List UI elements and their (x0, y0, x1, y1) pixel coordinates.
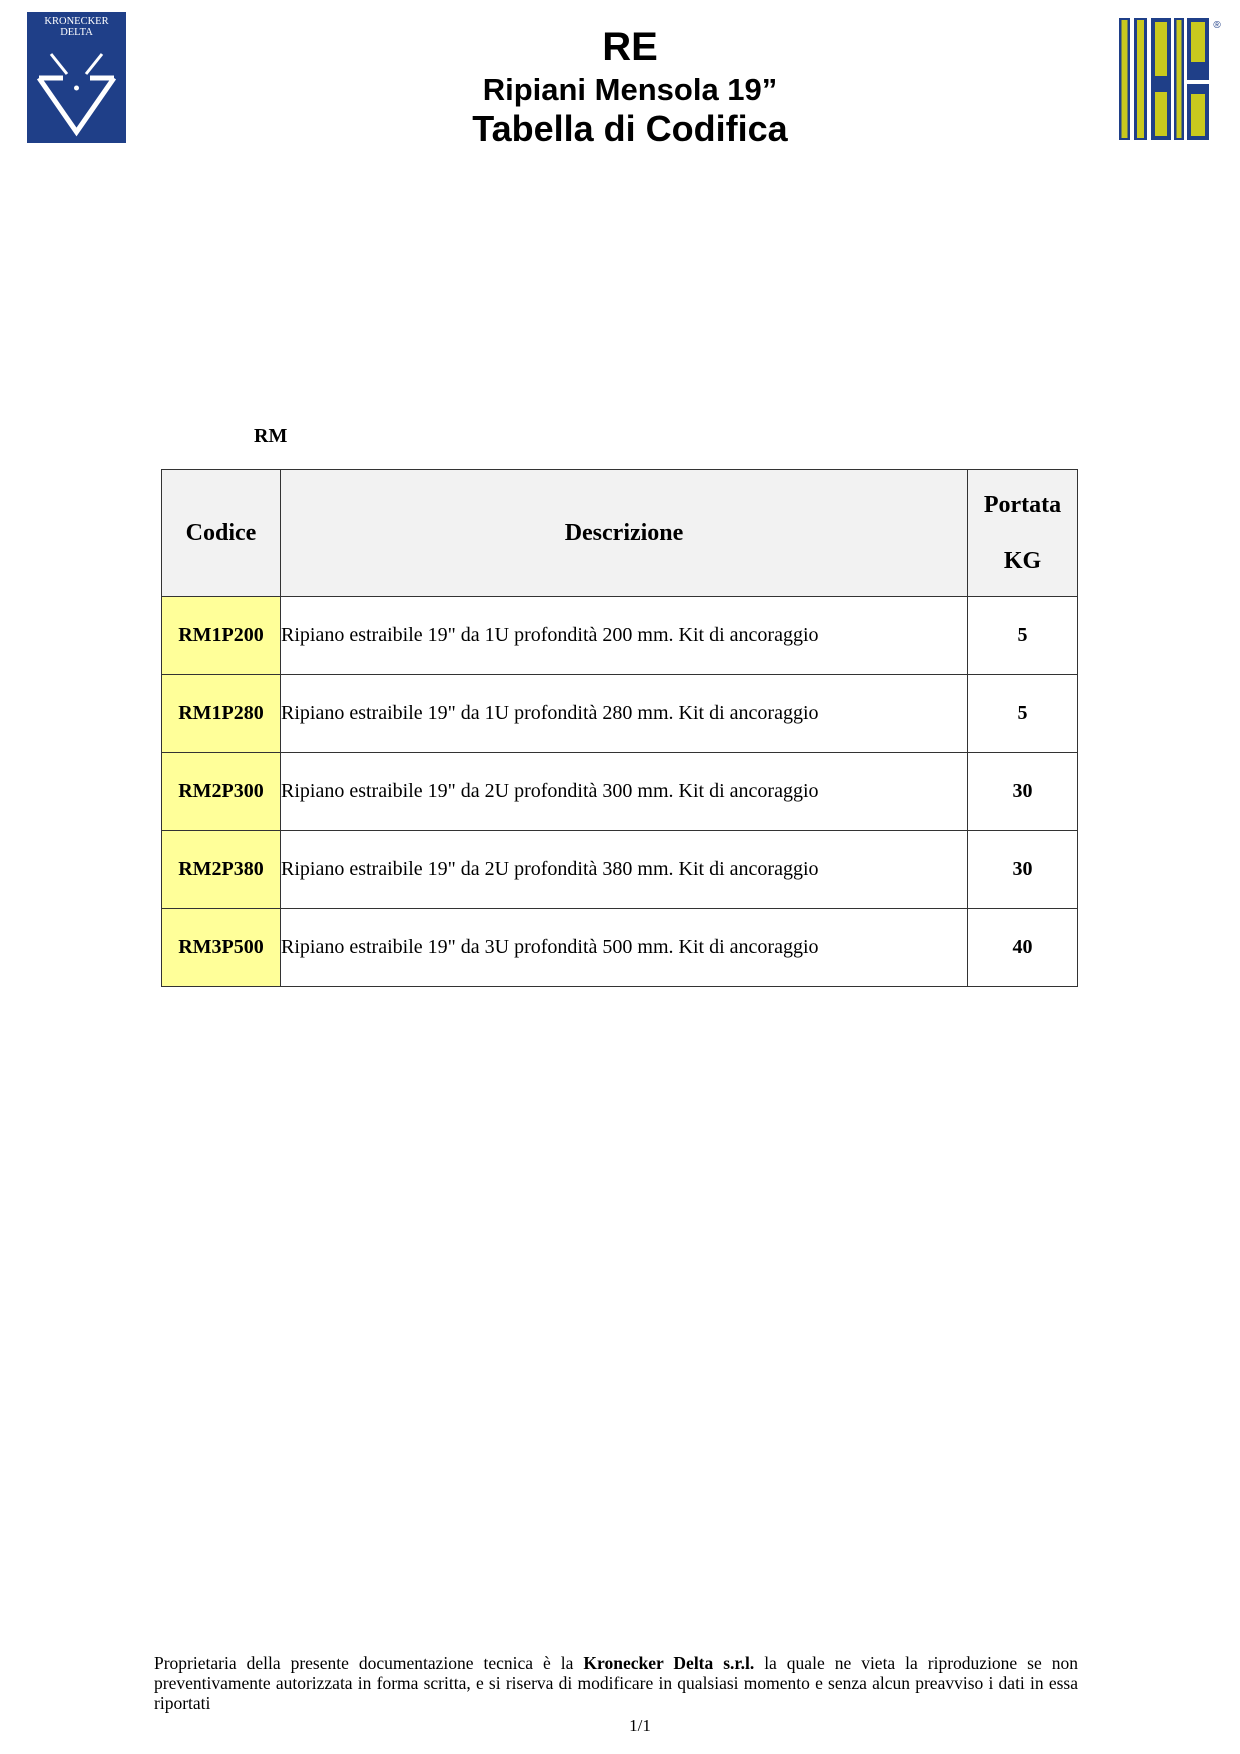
header-kg-label: KG (1003, 548, 1042, 574)
row-code: RM1P200 (162, 597, 281, 675)
doc-code-title: RE (602, 25, 658, 69)
header-portata (968, 470, 1078, 597)
row-description: Ripiano estraibile 19" da 1U profondità 200 mm. Kit di ancoraggio (281, 597, 968, 675)
row-code: RM2P300 (162, 753, 281, 831)
table-row (162, 597, 1078, 675)
section-label: RM (254, 425, 288, 447)
table-row (162, 675, 1078, 753)
footer-text-before: Proprietaria della presente documentazione tecnica è la (154, 1653, 584, 1673)
row-description: Ripiano estraibile 19" da 2U profondità 300 mm. Kit di ancoraggio (281, 753, 968, 831)
footer-disclaimer (154, 1653, 1078, 1713)
logo-text-kronecker: KRONECKER (44, 16, 109, 27)
header-portata-label: Portata (983, 492, 1062, 518)
header-descrizione: Descrizione (281, 470, 968, 597)
row-description: Ripiano estraibile 19" da 1U profondità 280 mm. Kit di ancoraggio (281, 675, 968, 753)
registered-mark: ® (1213, 20, 1221, 31)
footer-company-name: Kronecker Delta s.r.l. (583, 1653, 755, 1673)
header-codice: Codice (162, 470, 281, 597)
table-row (162, 909, 1078, 987)
row-description: Ripiano estraibile 19" da 2U profondità 380 mm. Kit di ancoraggio (281, 831, 968, 909)
doc-subtitle: Tabella di Codifica (472, 108, 788, 149)
row-kg: 5 (968, 675, 1078, 753)
row-code: RM2P380 (162, 831, 281, 909)
kronecker-delta-logo (27, 12, 126, 143)
table-row (162, 753, 1078, 831)
row-description: Ripiano estraibile 19" da 3U profondità 500 mm. Kit di ancoraggio (281, 909, 968, 987)
table-header-row (162, 470, 1078, 597)
table-row (162, 831, 1078, 909)
row-kg: 30 (968, 753, 1078, 831)
row-code: RM1P280 (162, 675, 281, 753)
footer-text-after: la quale ne vieta la riproduzione se non preventivamente autorizzata in forma scritta, e si riserva di modificare in qualsiasi momento e senza alcun preavviso i dati in essa riportati (154, 1653, 1078, 1713)
row-code: RM3P500 (162, 909, 281, 987)
row-kg: 5 (968, 597, 1078, 675)
row-kg: 30 (968, 831, 1078, 909)
page-number: 1/1 (629, 1716, 651, 1735)
logo-text-delta: DELTA (60, 27, 93, 38)
codification-table (161, 469, 1078, 987)
brand-bars-logo (1115, 14, 1223, 144)
doc-title: Ripiani Mensola 19” (482, 72, 778, 107)
row-kg: 40 (968, 909, 1078, 987)
